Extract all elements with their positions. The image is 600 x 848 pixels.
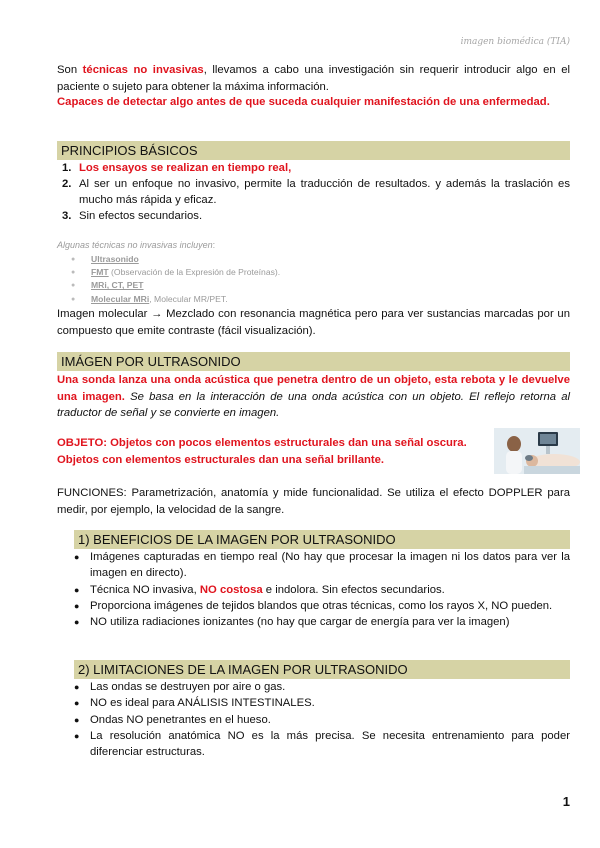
tecnica-desc: (Observación de la Expresión de Proteínas). [108, 267, 281, 278]
tecnicas-label-colon: : [212, 240, 216, 250]
beneficios-list [73, 549, 570, 630]
list-item: ● Proporciona imágenes de tejidos blandos que otras técnicas, como los rayos X, NO pueden. [73, 598, 570, 614]
list-item: ● NO utiliza radiaciones ionizantes (no hay que cargar de energía para ver la imagen) [73, 614, 570, 630]
list-text: Los ensayos se realizan en tiempo real, [79, 162, 292, 174]
list-number: 2. [62, 178, 72, 190]
ultrasound-exam-illustration [494, 428, 580, 474]
heading-limitaciones: 2) LIMITACIONES DE LA IMAGEN POR ULTRASONIDO [74, 660, 570, 679]
list-number: 1. [62, 162, 72, 174]
list-item: ● Las ondas se destruyen por aire o gas. [73, 679, 570, 695]
list-item [57, 176, 570, 208]
heading-ultrasonido: IMÁGEN POR ULTRASONIDO [57, 352, 570, 371]
list-number: 3. [62, 210, 72, 222]
list-text: Sin efectos secundarios. [79, 210, 203, 222]
tecnica-name: MRi, CT, PET [91, 280, 144, 291]
running-header: imagen biomédica (TIA) [460, 37, 570, 47]
ultrasonido-paragraph [57, 372, 570, 422]
list-item: ● La resolución anatómica NO es la más precisa. Se necesita entrenamiento para poder diferenciar estructuras. [73, 728, 570, 761]
molecular-paragraph: Imagen molecular → Mezclado con resonancia magnética pero para ver sustancias marcadas por un compuesto que emite contraste (fácil visualización). [57, 308, 570, 337]
intro-highlight: técnicas no invasivas [82, 64, 204, 76]
heading-beneficios: 1) BENEFICIOS DE LA IMAGEN POR ULTRASONIDO [74, 530, 570, 549]
funciones-paragraph: FUNCIONES: Parametrización, anatomía y mide funcionalidad. Se utiliza el efecto DOPPLER para medir, por ejemplo, la velocidad de la sangre. [57, 487, 570, 516]
principios-list [57, 160, 570, 224]
intro-text-end: , llevamos a cabo una investigación sin requerir introducir algo en el paciente o sujeto para obtener la máxima información. [57, 64, 571, 93]
limitaciones-list [73, 679, 570, 760]
list-item: ● Ondas NO penetrantes en el hueso. [73, 712, 570, 728]
ultrasonido-italic-text: Se basa en la interacción de una onda acústica con un objeto. El reflejo retorna al traductor de señal y se convierte en imagen. [57, 390, 571, 419]
tecnica-name: Molecular MRi [91, 293, 150, 304]
ultrasonido-red-text: Una sonda lanza una onda acústica que penetra dentro de un objeto, esta rebota y le devuelve una imagen. [57, 374, 570, 403]
list-item [57, 266, 570, 279]
list-item [57, 208, 570, 224]
list-item: ● NO es ideal para ANÁLISIS INTESTINALES. [73, 695, 570, 711]
list-item [57, 293, 570, 306]
heading-principios: PRINCIPIOS BÁSICOS [57, 141, 570, 160]
list-item [57, 279, 570, 292]
benefit-highlight: NO costosa [199, 583, 263, 596]
tecnica-name: Ultrasonido [91, 254, 139, 264]
tecnica-desc: , Molecular MR/PET. [149, 293, 228, 304]
tecnicas-label [57, 238, 570, 252]
benefit-text-start: Técnica NO invasiva, [90, 583, 200, 596]
intro-paragraph [57, 62, 570, 95]
tecnicas-label-text: Algunas técnicas no invasivas incluyen [57, 240, 213, 250]
objeto-line-1: OBJETO: Objetos con pocos elementos estructurales dan una señal oscura. [57, 437, 467, 449]
list-item: ● Imágenes capturadas en tiempo real (No hay que procesar la imagen ni los datos para ver la imagen en directo). [73, 549, 570, 582]
list-item [73, 582, 570, 598]
tecnicas-list [57, 253, 570, 306]
list-item [57, 160, 570, 176]
page-number: 1 [562, 794, 570, 809]
ultrasound-exam-photo [494, 428, 580, 474]
benefit-text-end: e indolora. Sin efectos secundarios. [262, 583, 445, 596]
list-text: Al ser un enfoque no invasivo, permite la traducción de resultados. y además la traslación es mucho más rápida y eficaz. [79, 178, 570, 206]
intro-text-start: Son [57, 64, 83, 76]
tecnica-name: FMT [91, 267, 109, 278]
intro-red-paragraph: Capaces de detectar algo antes de que suceda cualquier manifestación de una enfermedad. [57, 96, 550, 108]
list-item [57, 253, 570, 266]
objeto-line-2: Objetos con elementos estructurales dan una señal brillante. [57, 454, 385, 466]
